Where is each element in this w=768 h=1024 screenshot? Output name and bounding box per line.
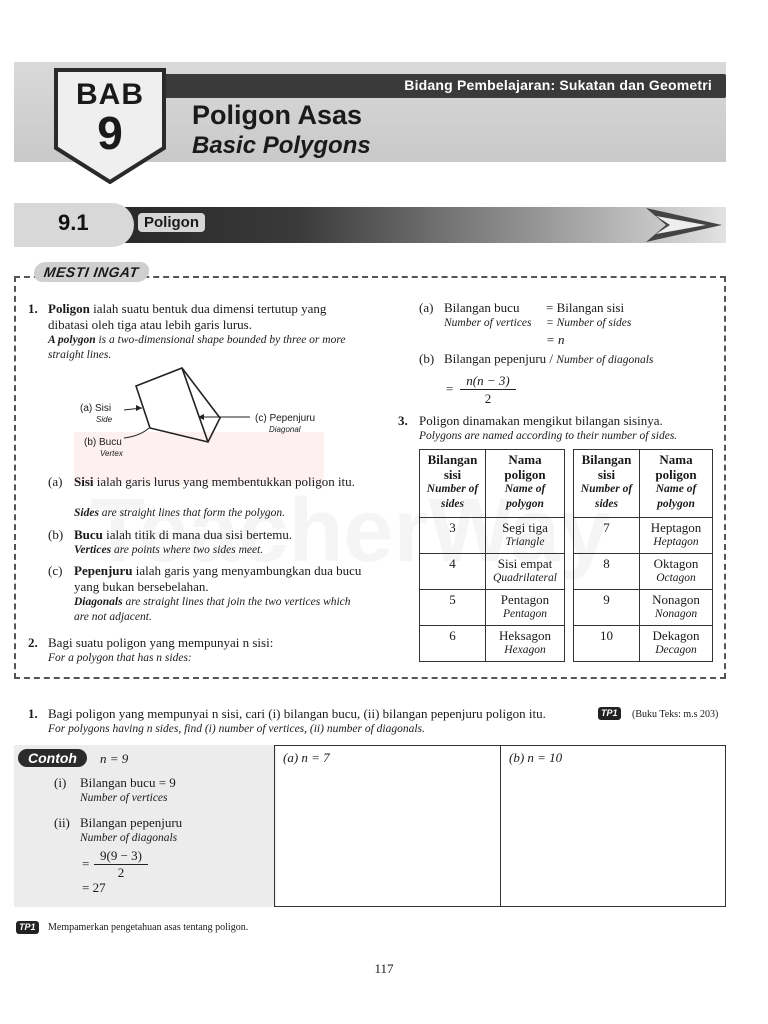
- example-i-ms: Bilangan bucu = 9: [80, 775, 176, 790]
- cell-polygon-name: [640, 626, 713, 662]
- cell-polygon-name: [640, 518, 713, 554]
- polygon-name-en: Hexagon: [504, 644, 546, 656]
- term-sisi: Sisi: [74, 474, 94, 489]
- label-vertex: [84, 437, 123, 459]
- item-2-number: 2.: [28, 635, 38, 650]
- polygon-name-ms: Segi tiga: [502, 520, 548, 535]
- term-vertices: Vertices: [74, 544, 112, 556]
- table-row: [420, 626, 565, 662]
- item-2-en: For a polygon that has n sides:: [48, 652, 192, 664]
- item-2b-ms: Bilangan pepenjuru /: [444, 351, 554, 366]
- polygon-names-table-left: [419, 449, 565, 662]
- item-2b-en: Number of diagonals: [556, 354, 654, 366]
- item-3-number: 3.: [398, 413, 408, 428]
- header-sides: [574, 450, 640, 518]
- term-pepenjuru: Pepenjuru: [74, 563, 133, 578]
- page-number: 117: [374, 961, 394, 976]
- item-2a-ms-left: Bilangan bucu: [444, 300, 520, 315]
- cell-polygon-name: [640, 554, 713, 590]
- cell-sides: 10: [574, 626, 640, 662]
- header-name: [486, 450, 565, 518]
- learning-area-bar: [150, 74, 726, 98]
- item-1b-ms: [74, 527, 364, 543]
- section-title: Poligon: [138, 213, 205, 232]
- formula-denominator: 2: [484, 391, 492, 406]
- header-name-ms: Nama poligon: [504, 452, 546, 482]
- footer-tp-badge: TP1: [16, 921, 39, 934]
- chapter-number: 9: [97, 107, 123, 159]
- cell-polygon-name: [486, 518, 565, 554]
- item-2b-equals: =: [446, 381, 454, 396]
- label-side-ms: (a) Sisi: [80, 403, 112, 414]
- cell-sides: 7: [574, 518, 640, 554]
- cell-sides: 5: [420, 590, 486, 626]
- item-1c-en-text: are straight lines that join the two vertices which are not adjacent.: [74, 596, 351, 623]
- polygon-name-en: Heptagon: [653, 536, 699, 548]
- table-row: [420, 590, 565, 626]
- item-2a-label: (a): [419, 300, 434, 315]
- header-name-en: Name of polygon: [655, 483, 697, 510]
- tp-badge: TP1: [598, 707, 621, 720]
- example-ii-numerator: 9(9 − 3): [94, 848, 148, 865]
- answer-cell-b[interactable]: (b) n = 10: [509, 750, 563, 765]
- header-name: [640, 450, 713, 518]
- header-name-en: Name of polygon: [504, 483, 546, 510]
- item-2a-en-left: Number of vertices: [444, 317, 532, 329]
- table-row: [574, 626, 713, 662]
- example-tag: Contoh: [18, 749, 87, 767]
- example-i-label: (i): [54, 775, 67, 790]
- polygon-name-en: Quadrilateral: [493, 572, 557, 584]
- exercise-answer-box: [274, 745, 726, 907]
- item-1a-label: (a): [48, 474, 63, 489]
- answer-cell-a[interactable]: (a) n = 7: [283, 750, 330, 765]
- item-1c-label: (c): [48, 563, 63, 578]
- chapter-title-en: Basic Polygons: [192, 132, 371, 159]
- polygon-name-ms: Dekagon: [652, 628, 700, 643]
- textbook-reference: (Buku Teks: m.s 203): [632, 709, 719, 720]
- item-1a-en-text: are straight lines that form the polygon.: [101, 507, 286, 519]
- item-1-en-rest: is a two-dimensional shape bounded by three or more straight lines.: [48, 334, 346, 361]
- item-2a-eq: = n: [546, 332, 565, 347]
- item-1c-ms: [74, 563, 364, 595]
- item-3-en: Polygons are named according to their number of sides.: [419, 430, 678, 442]
- label-vertex-en: Vertex: [100, 449, 123, 458]
- header-sides-en: Number of sides: [426, 483, 479, 510]
- item-1b-text: ialah titik di mana dua sisi bertemu.: [106, 527, 293, 542]
- example-ii-ms: Bilangan pepenjuru: [80, 815, 183, 830]
- item-1-en: [48, 333, 370, 363]
- term-polygon-en: A polygon: [48, 334, 96, 346]
- table-header-row: [420, 450, 565, 518]
- polygon-name-en: Pentagon: [502, 608, 548, 620]
- label-vertex-ms: (b) Bucu: [84, 437, 122, 448]
- item-2a-en-right: = Number of sides: [546, 317, 632, 329]
- example-ii-equals: =: [82, 856, 90, 871]
- term-sides: Sides: [74, 507, 99, 519]
- item-1a-ms: [74, 474, 364, 490]
- exercise-number: 1.: [28, 706, 38, 721]
- header-sides-ms: Bilangan sisi: [581, 452, 632, 482]
- formula-numerator: n(n − 3): [460, 373, 516, 390]
- polygon-name-ms: Oktagon: [653, 556, 699, 571]
- polygon-name-ms: Heptagon: [650, 520, 702, 535]
- example-given: n = 9: [100, 751, 129, 766]
- item-2b-text: [444, 351, 653, 368]
- polygon-name-ms: Nonagon: [652, 592, 700, 607]
- section-arrow-icon: [646, 206, 722, 244]
- remember-tag: MESTI INGAT: [33, 262, 150, 282]
- item-1b-en-text: are points where two sides meet.: [113, 544, 264, 556]
- example-ii-en: Number of diagonals: [80, 832, 178, 844]
- example-i-en: Number of vertices: [80, 792, 168, 804]
- cell-sides: 8: [574, 554, 640, 590]
- item-2a-ms-right: = Bilangan sisi: [546, 300, 625, 315]
- item-2b-label: (b): [419, 351, 435, 366]
- label-side: [80, 403, 112, 425]
- cell-polygon-name: [640, 590, 713, 626]
- cell-polygon-name: [486, 554, 565, 590]
- footer-note: Mempamerkan pengetahuan asas tentang poligon.: [48, 922, 249, 933]
- polygon-name-ms: Heksagon: [499, 628, 551, 643]
- item-1a-text: ialah garis lurus yang membentukkan poligon itu.: [96, 474, 355, 489]
- polygon-name-ms: Pentagon: [500, 592, 550, 607]
- example-ii-denominator: 2: [117, 865, 125, 880]
- item-1-text: [48, 301, 370, 333]
- cell-sides: 4: [420, 554, 486, 590]
- cell-sides: 3: [420, 518, 486, 554]
- learning-area-text: Bidang Pembelajaran: Sukatan dan Geometri: [404, 77, 712, 93]
- example-ii-label: (ii): [54, 815, 70, 830]
- item-1c-en: [74, 595, 364, 625]
- section-number: 9.1: [58, 210, 89, 235]
- label-side-en: Side: [96, 415, 113, 424]
- label-diagonal-en: Diagonal: [269, 425, 301, 434]
- table-row: [574, 518, 713, 554]
- table-row: [420, 518, 565, 554]
- table-row: [420, 554, 565, 590]
- item-1a-en: [74, 506, 364, 521]
- item-1-number: 1.: [28, 301, 38, 316]
- polygon-names-table-right: [573, 449, 713, 662]
- term-diagonals: Diagonals: [74, 596, 123, 608]
- exercise-question-en: For polygons having n sides, find (i) number of vertices, (ii) number of diagonals.: [48, 723, 425, 735]
- polygon-name-en: Decagon: [655, 644, 697, 656]
- cell-sides: 9: [574, 590, 640, 626]
- table-row: [574, 590, 713, 626]
- item-2-ms: Bagi suatu poligon yang mempunyai n sisi:: [48, 635, 274, 650]
- item-3-ms: Poligon dinamakan mengikut bilangan sisinya.: [419, 413, 663, 428]
- header-sides-en: Number of sides: [580, 483, 633, 510]
- header-sides: [420, 450, 486, 518]
- polygon-name-en: Octagon: [656, 572, 696, 584]
- label-diagonal: [255, 413, 315, 435]
- term-bucu: Bucu: [74, 527, 103, 542]
- polygon-name-ms: Sisi empat: [497, 556, 553, 571]
- item-1c-text: ialah garis yang menyambungkan dua bucu yang bukan bersebelahan.: [74, 563, 362, 594]
- cell-sides: 6: [420, 626, 486, 662]
- polygon-name-en: Triangle: [505, 536, 545, 548]
- term-poligon: Poligon: [48, 301, 90, 316]
- cell-polygon-name: [486, 590, 565, 626]
- polygon-name-en: Nonagon: [654, 608, 698, 620]
- item-1b-label: (b): [48, 527, 64, 542]
- chapter-label: BAB: [76, 78, 144, 111]
- header-sides-ms: Bilangan sisi: [427, 452, 478, 482]
- item-1b-en: [74, 543, 364, 558]
- answer-divider: [500, 746, 501, 906]
- header-name-ms: Nama poligon: [655, 452, 697, 482]
- example-ii-result: = 27: [82, 880, 106, 895]
- item-1-ms: ialah suatu bentuk dua dimensi tertutup yang dibatasi oleh tiga atau lebih garis lurus.: [48, 301, 327, 332]
- chapter-title-ms: Poligon Asas: [192, 100, 363, 130]
- cell-polygon-name: [486, 626, 565, 662]
- exercise-question-ms: Bagi poligon yang mempunyai n sisi, cari (i) bilangan bucu, (ii) bilangan pepenjuru poligon itu.: [48, 706, 546, 721]
- table-header-row: [574, 450, 713, 518]
- table-row: [574, 554, 713, 590]
- label-diagonal-ms: (c) Pepenjuru: [255, 413, 316, 424]
